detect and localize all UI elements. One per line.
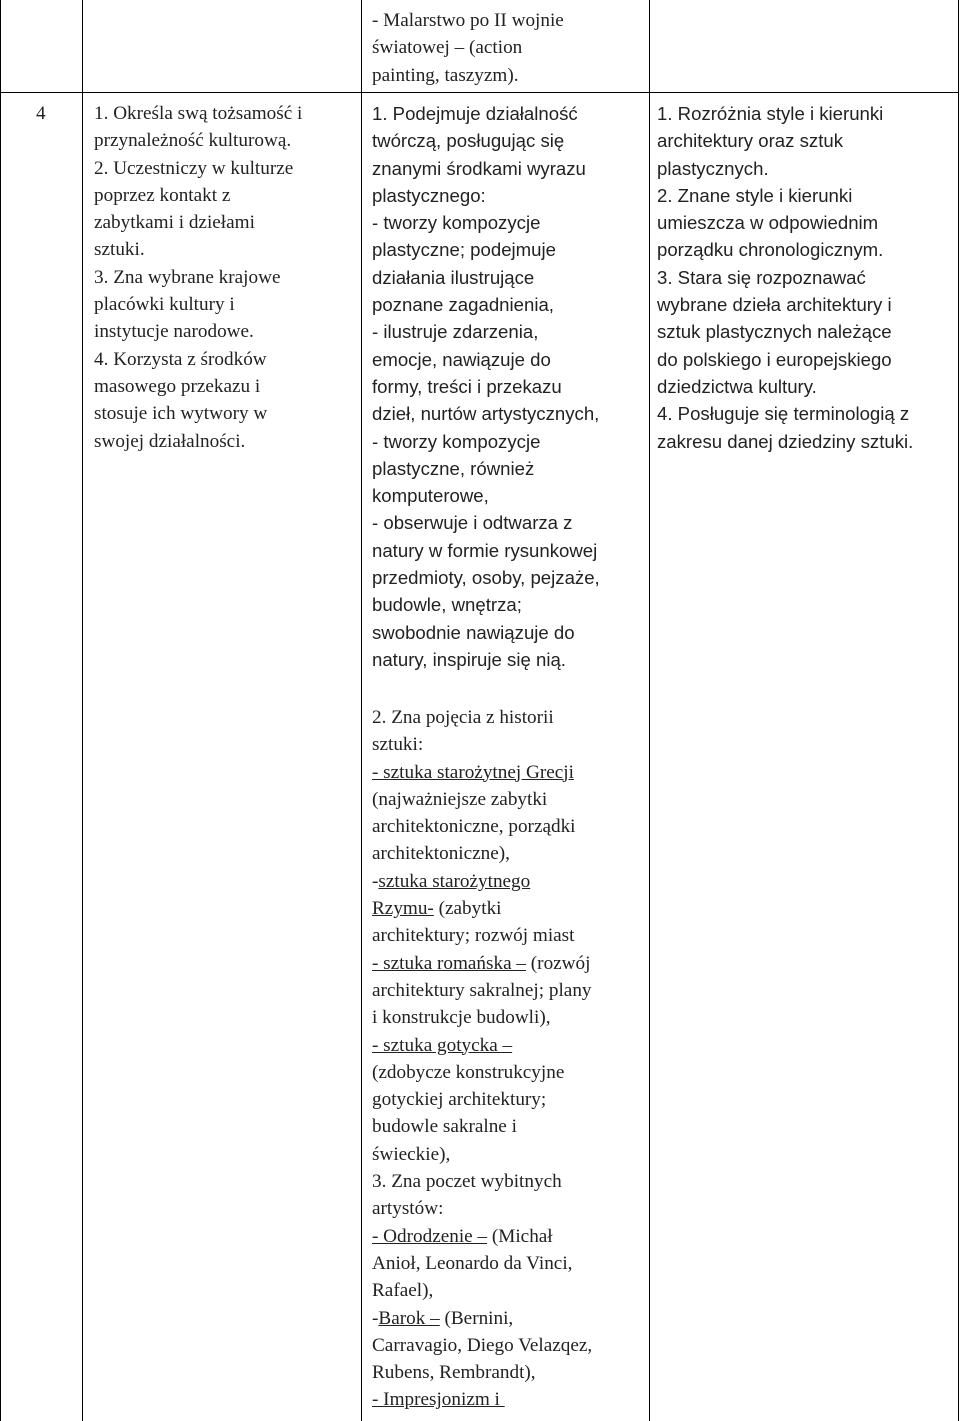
goals-line: 3. Zna wybrane krajowe [94,266,281,288]
content-line: światowej – (action [372,37,523,59]
outcomes-cell [657,100,913,455]
goals-line: poprzez kontakt z [94,184,231,206]
text: (Michał [487,1225,553,1247]
outcome-line: do polskiego i europejskiego [657,348,892,370]
content-line: znanymi środkami wyrazu [372,157,586,179]
content-line: świeckie), [372,1143,451,1165]
content-line: - ilustruje zdarzenia, [372,321,539,343]
content-line: Rafael), [372,1280,434,1302]
goals-line: stosuje ich wytwory w [94,403,268,425]
term-renaissance: - Odrodzenie – [372,1225,488,1247]
goals-line: 4. Korzysta z środków [94,348,267,370]
table-border-col2 [361,0,362,1421]
content-line: architektury sakralnej; plany [372,979,592,1001]
content-line: architektoniczne, porządki [372,816,576,838]
outcome-line: dziedzictwa kultury. [657,375,817,397]
goals-line: masowego przekazu i [94,375,261,397]
dash: - [372,1307,379,1329]
term-romanesque: - sztuka romańska – [372,952,526,974]
content-skills-cell [372,100,600,673]
content-line: painting, taszyzm). [372,64,519,86]
content-line: sztuki: [372,734,424,756]
goals-line: przynależność kulturową. [94,130,292,152]
outcome-line: porządku chronologicznym. [657,239,884,261]
content-line [372,1223,592,1250]
content-line [372,759,592,786]
content-line: twórczą, posługując się [372,130,565,152]
goals-cell [94,100,302,455]
content-line: (zdobycze konstrukcyjne [372,1061,565,1083]
goals-line: 2. Uczestniczy w kulturze [94,157,294,179]
content-line: 2. Zna pojęcia z historii [372,707,554,728]
content-line: - tworzy kompozycje [372,212,541,234]
content-line [372,1305,592,1332]
content-line: emocje, nawiązuje do [372,348,551,370]
text: (rozwój [526,952,591,974]
term-baroque: Barok – [378,1307,440,1329]
term-impressionism: - Impresjonizm i [372,1389,505,1411]
goals-line: placówki kultury i [94,294,235,316]
content-line: Anioł, Leonardo da Vinci, [372,1252,573,1274]
content-line: gotyckiej architektury; [372,1089,547,1111]
content-line: 1. Podejmuje działalność [372,103,578,124]
outcome-line: 3. Stara się rozpoznawać [657,266,866,288]
row-number: 4 [36,103,46,124]
term-greece: - sztuka starożytnej Grecji [372,761,574,783]
outcome-line: plastycznych. [657,157,769,179]
goals-line: swojej działalności. [94,430,246,452]
content-line: natury, inspiruje się nią. [372,648,566,670]
content-line: (najważniejsze zabytki [372,788,548,810]
content-line: Rubens, Rembrandt), [372,1362,536,1384]
content-line: - Malarstwo po II wojnie [372,10,564,31]
content-line: swobodnie nawiązuje do [372,621,575,643]
outcome-line: architektury oraz sztuk [657,130,844,152]
outcome-line: sztuk plastycznych należące [657,321,892,343]
table-border-col3 [649,0,650,1421]
content-line [372,1386,592,1413]
table-border-col1 [82,0,83,1421]
content-line: działania ilustrujące [372,266,535,288]
goals-line: instytucje narodowe. [94,321,254,343]
content-line [372,895,592,922]
content-line: Carravagio, Diego Velazqez, [372,1334,593,1356]
outcome-line: 4. Posługuje się terminologią z [657,403,910,425]
term-rome: sztuka starożytnego [378,870,531,892]
content-line [372,1032,592,1059]
content-line: poznane zagadnienia, [372,294,554,316]
term-rome-cont: Rzymu- [372,898,434,920]
content-line: plastyczne, również [372,457,535,479]
outcome-line: wybrane dzieła architektury i [657,294,892,316]
content-line: i konstrukcje budowli), [372,1007,551,1029]
text: (zabytki [433,898,502,920]
content-line [372,868,592,895]
content-line: budowle sakralne i [372,1116,517,1138]
content-line: - tworzy kompozycje [372,430,541,452]
content-line: przedmioty, osoby, pejzaże, [372,567,600,589]
content-line [372,950,592,977]
content-line: artystów: [372,1198,444,1220]
content-line: komputerowe, [372,485,489,507]
content-line: plastyczne; podejmuje [372,239,556,261]
content-line: architektury; rozwój miast [372,925,575,947]
content-line: formy, treści i przekazu [372,375,562,397]
table-row-divider [0,92,959,93]
outcome-line: 2. Znane style i kierunki [657,184,853,206]
content-history-cell [372,704,592,1414]
text: (Bernini, [439,1307,514,1329]
dash: - [372,870,379,892]
content-line: architektoniczne), [372,843,510,865]
table-border-left [0,0,1,1421]
table-border-right [958,0,959,1421]
goals-line: 1. Określa swą tożsamość i [94,103,303,124]
term-gothic: - sztuka gotycka – [372,1034,513,1056]
outcome-line: umieszcza w odpowiednim [657,212,879,234]
outcome-line: 1. Rozróżnia style i kierunki [657,103,884,124]
content-line: - obserwuje i odtwarza z [372,512,573,534]
content-line: dzieł, nurtów artystycznych, [372,403,600,425]
content-line: budowle, wnętrza; [372,594,522,616]
goals-line: sztuki. [94,239,145,261]
content-top-cell [372,7,564,89]
goals-line: zabytkami i dziełami [94,212,255,234]
outcome-line: zakresu danej dziedziny sztuki. [657,430,914,452]
content-line: plastycznego: [372,184,486,206]
content-line: natury w formie rysunkowej [372,539,598,561]
content-line: 3. Zna poczet wybitnych [372,1171,562,1193]
